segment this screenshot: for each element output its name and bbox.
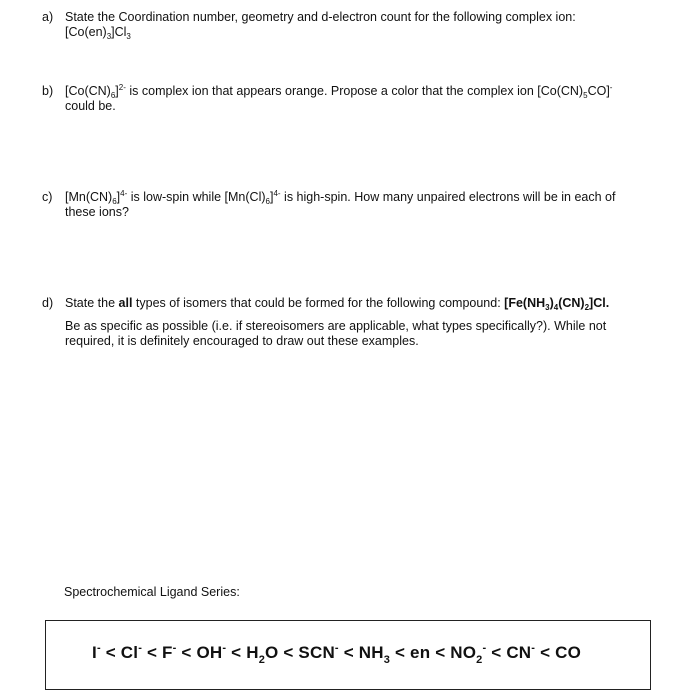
question-a-label: a): [42, 10, 54, 24]
question-b-text: $[Co(CN)_6]^{2-}$ is complex ion that appears orange. Propose a color that the complex ion $[Co(CN)_5CO]^-$: [65, 83, 613, 100]
ligand-entry: < en < $NO_2^-$: [390, 642, 487, 666]
ligand-entry: I-: [92, 642, 101, 662]
question-d-label: d): [42, 296, 54, 310]
ligand-entry: O < SCN-: [265, 642, 339, 662]
question-d-text: State the all types of isomers that could be formed for the following compound: $[Fe(NH_3)_4(CN)_2]Cl$.: [65, 296, 610, 312]
spectrochemical-label: Spectrochemical Ligand Series:: [64, 585, 240, 599]
ligand-entry: < $NH_3$: [338, 643, 391, 666]
question-d-compound: $[Fe(NH_3)_4(CN)_2]Cl$.: [504, 296, 610, 312]
spectrochemical-series: [92, 642, 582, 666]
ligand-entry: < Cl-: [100, 642, 143, 662]
question-c-label: c): [42, 190, 53, 204]
ligand-entry: < F-: [142, 642, 177, 662]
ligand-entry: < CN-: [486, 642, 536, 662]
question-a-formula: $[Co(en)_3]Cl_3$: [65, 25, 131, 41]
question-a: [42, 10, 642, 40]
question-b-text-end: could be.: [65, 99, 116, 113]
question-a-text: State the Coordination number, geometry and d-electron count for the following complex ion:: [65, 10, 576, 24]
question-b: [42, 84, 642, 114]
question-d: [42, 296, 642, 349]
spectrochemical-series-box: [45, 620, 651, 690]
question-b-label: b): [42, 84, 54, 98]
question-c: [42, 190, 642, 220]
ligand-entry: < CO: [535, 643, 582, 662]
ligand-entry: < $H_2$: [226, 643, 266, 666]
question-c-text: $[Mn(CN)_6]^{4-}$ is low-spin while $[Mn(Cl)_6]^{4-}$ is high-spin. How many unpaired electrons will be in each of these ions?: [65, 189, 616, 219]
ligand-entry: < OH-: [176, 642, 227, 662]
question-d-note: Be as specific as possible (i.e. if stereoisomers are applicable, what types specifically?). While not required, it is definitely encouraged to draw out these examples.: [65, 319, 607, 348]
